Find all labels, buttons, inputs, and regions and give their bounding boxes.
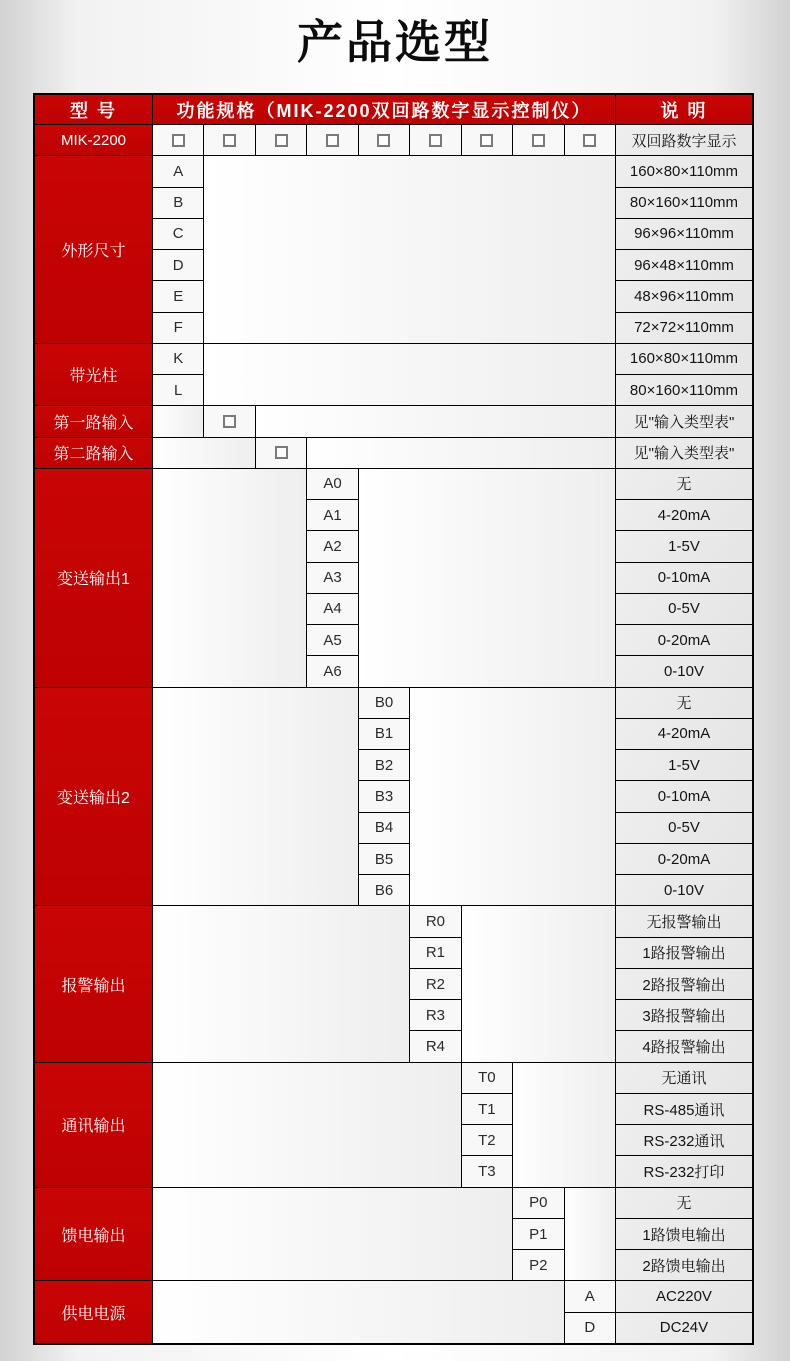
filler-cell [153, 688, 358, 906]
desc-cell: 1-5V [616, 750, 752, 780]
code-cell-P0: P0 [513, 1188, 563, 1218]
code-cell-B6: B6 [359, 875, 409, 905]
code-cell-B: B [153, 188, 203, 218]
desc-cell: 160×80×110mm [616, 156, 752, 186]
section-label-transmit-output-1: 变送输出1 [35, 469, 152, 687]
desc-cell: 见"输入类型表" [616, 438, 752, 468]
filler-cell [204, 344, 615, 406]
filler-cell [153, 1063, 461, 1187]
desc-cell: 0-10V [616, 656, 752, 686]
section-label-comm-output: 通讯输出 [35, 1063, 152, 1187]
checkbox-icon[interactable] [275, 134, 288, 147]
code-cell-T0: T0 [462, 1063, 512, 1093]
desc-cell: 0-10mA [616, 781, 752, 811]
product-selection-table [33, 93, 754, 1345]
code-cell-B0: B0 [359, 688, 409, 718]
section-label-dimensions: 外形尺寸 [35, 156, 152, 343]
checkbox-icon[interactable] [172, 134, 185, 147]
desc-cell: 无报警输出 [616, 906, 752, 936]
model-option-cell [462, 125, 512, 155]
desc-cell: 96×48×110mm [616, 250, 752, 280]
code-cell-E: E [153, 281, 203, 311]
desc-cell: RS-485通讯 [616, 1094, 752, 1124]
code-cell-F: F [153, 313, 203, 343]
desc-cell: 见"输入类型表" [616, 406, 752, 436]
desc-cell: 1路报警输出 [616, 938, 752, 968]
code-cell-A: A [153, 156, 203, 186]
model-option-cell [359, 125, 409, 155]
desc-cell: 无通讯 [616, 1063, 752, 1093]
checkbox-icon[interactable] [480, 134, 493, 147]
desc-cell: 0-5V [616, 813, 752, 843]
code-cell-B5: B5 [359, 844, 409, 874]
code-cell-B1: B1 [359, 719, 409, 749]
code-cell-A3: A3 [307, 563, 357, 593]
code-cell-T1: T1 [462, 1094, 512, 1124]
checkbox-icon[interactable] [532, 134, 545, 147]
checkbox-icon[interactable] [429, 134, 442, 147]
desc-cell: 1路馈电输出 [616, 1219, 752, 1249]
section-label-alarm-output: 报警输出 [35, 906, 152, 1061]
desc-cell: 1-5V [616, 531, 752, 561]
desc-cell: 3路报警输出 [616, 1000, 752, 1030]
model-option-cell [307, 125, 357, 155]
checkbox-icon[interactable] [223, 415, 236, 428]
code-cell-A1: A1 [307, 500, 357, 530]
code-cell-A2: A2 [307, 531, 357, 561]
code-cell-B3: B3 [359, 781, 409, 811]
desc-cell: DC24V [616, 1313, 752, 1343]
desc-cell: 160×80×110mm [616, 344, 752, 374]
filler-cell [153, 1188, 512, 1281]
code-cell-P2: P2 [513, 1250, 563, 1280]
desc-cell: 0-10mA [616, 563, 752, 593]
desc-cell: 2路报警输出 [616, 969, 752, 999]
filler-cell [204, 156, 615, 343]
desc-cell: 96×96×110mm [616, 219, 752, 249]
checkbox-icon[interactable] [377, 134, 390, 147]
desc-cell: 无 [616, 1188, 752, 1218]
desc-cell: 0-5V [616, 594, 752, 624]
section-label-transmit-output-2: 变送输出2 [35, 688, 152, 906]
header-model: 型 号 [35, 95, 152, 124]
code-cell-K: K [153, 344, 203, 374]
code-cell-R2: R2 [410, 969, 460, 999]
checkbox-icon[interactable] [223, 134, 236, 147]
filler-cell [153, 469, 306, 687]
section-label-light-bar: 带光柱 [35, 344, 152, 406]
desc-cell: 无 [616, 688, 752, 718]
desc-cell: 48×96×110mm [616, 281, 752, 311]
desc-cell: 双回路数字显示 [616, 125, 752, 155]
code-cell-A5: A5 [307, 625, 357, 655]
code-cell-T3: T3 [462, 1156, 512, 1186]
code-cell-B4: B4 [359, 813, 409, 843]
section-label-input-1: 第一路输入 [35, 406, 152, 436]
option-checkbox-cell-input-1 [204, 406, 254, 436]
checkbox-icon[interactable] [326, 134, 339, 147]
model-option-cell [565, 125, 615, 155]
code-cell-L: L [153, 375, 203, 405]
filler-cell [565, 1188, 615, 1281]
desc-cell: 4路报警输出 [616, 1031, 752, 1061]
model-row-label: MIK-2200 [35, 125, 152, 155]
desc-cell: 无 [616, 469, 752, 499]
desc-cell: 0-10V [616, 875, 752, 905]
filler-cell [462, 906, 615, 1061]
checkbox-icon[interactable] [275, 446, 288, 459]
model-option-cell [204, 125, 254, 155]
code-cell-B2: B2 [359, 750, 409, 780]
filler-cell [153, 438, 255, 468]
code-cell-R1: R1 [410, 938, 460, 968]
desc-cell: 4-20mA [616, 500, 752, 530]
desc-cell: 80×160×110mm [616, 375, 752, 405]
filler-cell [256, 406, 615, 436]
desc-cell: 4-20mA [616, 719, 752, 749]
filler-cell [513, 1063, 615, 1187]
desc-cell: 0-20mA [616, 625, 752, 655]
code-cell-A4: A4 [307, 594, 357, 624]
code-cell-A0: A0 [307, 469, 357, 499]
option-checkbox-cell-input-2 [256, 438, 306, 468]
code-cell-P1: P1 [513, 1219, 563, 1249]
code-cell-D: D [565, 1313, 615, 1343]
page-title: 产品选型 [297, 16, 493, 68]
desc-cell: 2路馈电输出 [616, 1250, 752, 1280]
code-cell-D: D [153, 250, 203, 280]
code-cell-T2: T2 [462, 1125, 512, 1155]
desc-cell: RS-232通讯 [616, 1125, 752, 1155]
filler-cell [359, 469, 615, 687]
code-cell-C: C [153, 219, 203, 249]
filler-cell [410, 688, 615, 906]
code-cell-R0: R0 [410, 906, 460, 936]
model-option-cell [256, 125, 306, 155]
code-cell-A6: A6 [307, 656, 357, 686]
section-label-power-feed-output: 馈电输出 [35, 1188, 152, 1281]
desc-cell: 80×160×110mm [616, 188, 752, 218]
section-label-input-2: 第二路输入 [35, 438, 152, 468]
section-label-power-supply: 供电电源 [35, 1281, 152, 1343]
desc-cell: RS-232打印 [616, 1156, 752, 1186]
filler-cell [307, 438, 615, 468]
filler-cell [153, 406, 203, 436]
header-desc: 说 明 [616, 95, 752, 124]
header-spec: 功能规格（MIK-2200双回路数字显示控制仪） [153, 95, 615, 124]
checkbox-icon[interactable] [583, 134, 596, 147]
filler-cell [153, 906, 409, 1061]
code-cell-R3: R3 [410, 1000, 460, 1030]
desc-cell: AC220V [616, 1281, 752, 1311]
model-option-cell [410, 125, 460, 155]
desc-cell: 72×72×110mm [616, 313, 752, 343]
desc-cell: 0-20mA [616, 844, 752, 874]
code-cell-A: A [565, 1281, 615, 1311]
model-option-cell [153, 125, 203, 155]
filler-cell [153, 1281, 564, 1343]
model-option-cell [513, 125, 563, 155]
code-cell-R4: R4 [410, 1031, 460, 1061]
